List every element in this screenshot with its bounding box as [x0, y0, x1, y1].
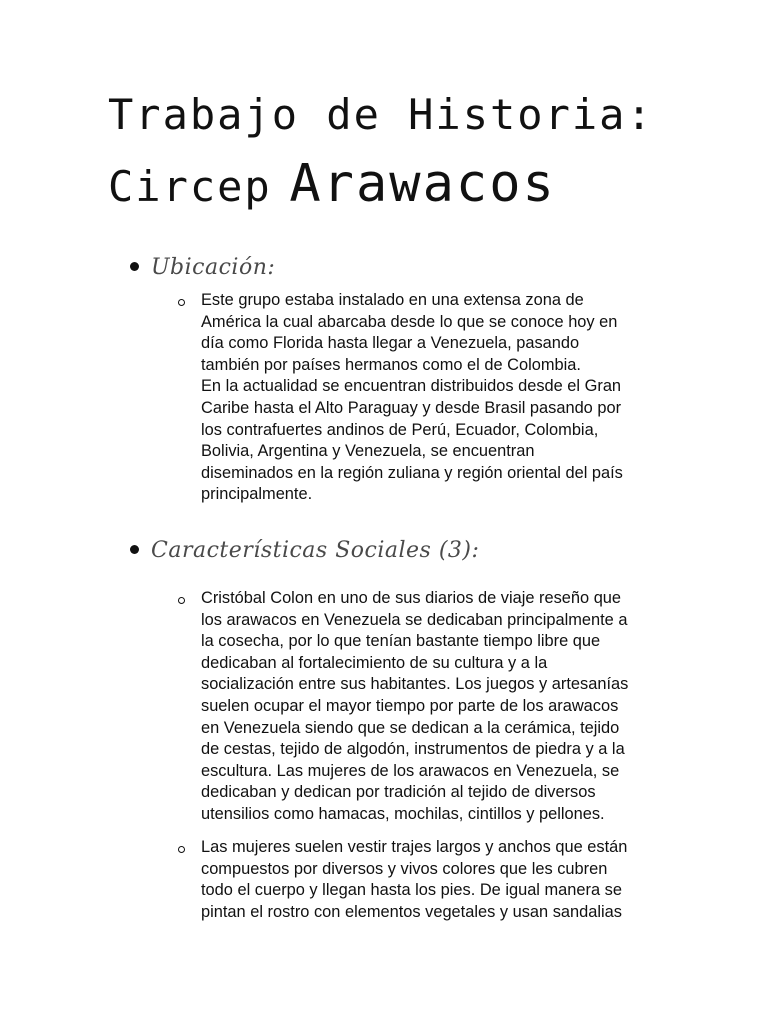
- text-line: Bolivia, Argentina y Venezuela, se encuentran: [201, 442, 535, 461]
- text-line: también por países hermanos como el de Colombia.: [201, 355, 581, 374]
- text-line: en Venezuela siendo que se dedican a la cerámica, tejido: [201, 718, 620, 737]
- section-heading-label: Ubicación:: [151, 255, 276, 280]
- text-line: principalmente.: [201, 485, 313, 504]
- text-line: día como Florida hasta llegar a Venezuela, pasando: [201, 334, 580, 353]
- text-line: diseminados en la región zuliana y región oriental del país: [201, 463, 623, 482]
- text-line: de cestas, tejido de algodón, instrumentos de piedra y a la: [201, 740, 625, 759]
- sub-bullet-icon: [178, 597, 185, 604]
- paragraph-ubicacion: [201, 290, 671, 506]
- text-line: socialización entre sus habitantes. Los juegos y artesanías: [201, 675, 629, 694]
- section-heading-label: Características Sociales (3):: [151, 538, 480, 563]
- text-line: todo el cuerpo y llegan hasta los pies. De igual manera se: [201, 881, 622, 900]
- text-line: los contrafuertes andinos de Perú, Ecuador, Colombia,: [201, 420, 599, 439]
- sub-bullet-icon: [178, 846, 185, 853]
- text-line: la cosecha, por lo que tenían bastante tiempo libre que: [201, 632, 601, 651]
- text-line: suelen ocupar el mayor tiempo por parte de los arawacos: [201, 696, 619, 715]
- text-line: Cristóbal Colon en uno de sus diarios de viaje reseño que: [201, 589, 622, 607]
- text-line: En la actualidad se encuentran distribuidos desde el Gran: [201, 377, 622, 396]
- section-heading-ubicacion: [130, 257, 275, 279]
- text-line: pintan el rostro con elementos vegetales y usan sandalias: [201, 902, 622, 921]
- section-heading-caracteristicas: [130, 540, 479, 562]
- text-line: los arawacos en Venezuela se dedicaban principalmente a: [201, 610, 628, 629]
- text-line: América la cual abarcaba desde lo que se conoce hoy en: [201, 312, 618, 331]
- paragraph-caracteristicas-2: [201, 837, 671, 923]
- sub-bullet-icon: [178, 299, 185, 306]
- text-line: dedicaban y dedican por tradición al tejido de diversos: [201, 783, 596, 802]
- text-line: Las mujeres suelen vestir trajes largos y anchos que están: [201, 838, 628, 856]
- bullet-dot: [130, 545, 139, 554]
- title-prefix: Circep: [108, 162, 272, 211]
- text-line: escultura. Las mujeres de los arawacos en Venezuela, se: [201, 761, 620, 780]
- text-line: Caribe hasta el Alto Paraguay y desde Brasil pasando por: [201, 398, 622, 417]
- text-line: Este grupo estaba instalado en una extensa zona de: [201, 291, 584, 309]
- document-title-line1: Trabajo de Historia:: [108, 90, 654, 139]
- paragraph-caracteristicas-1: [201, 588, 671, 826]
- document-title-line2: [108, 154, 556, 214]
- title-main: Arawacos: [289, 154, 556, 214]
- text-line: utensilios como hamacas, mochilas, cintillos y pellones.: [201, 804, 605, 823]
- text-line: compuestos por diversos y vivos colores que les cubren: [201, 859, 608, 878]
- text-line: dedicaban al fortalecimiento de su cultura y a la: [201, 653, 548, 672]
- bullet-dot: [130, 262, 139, 271]
